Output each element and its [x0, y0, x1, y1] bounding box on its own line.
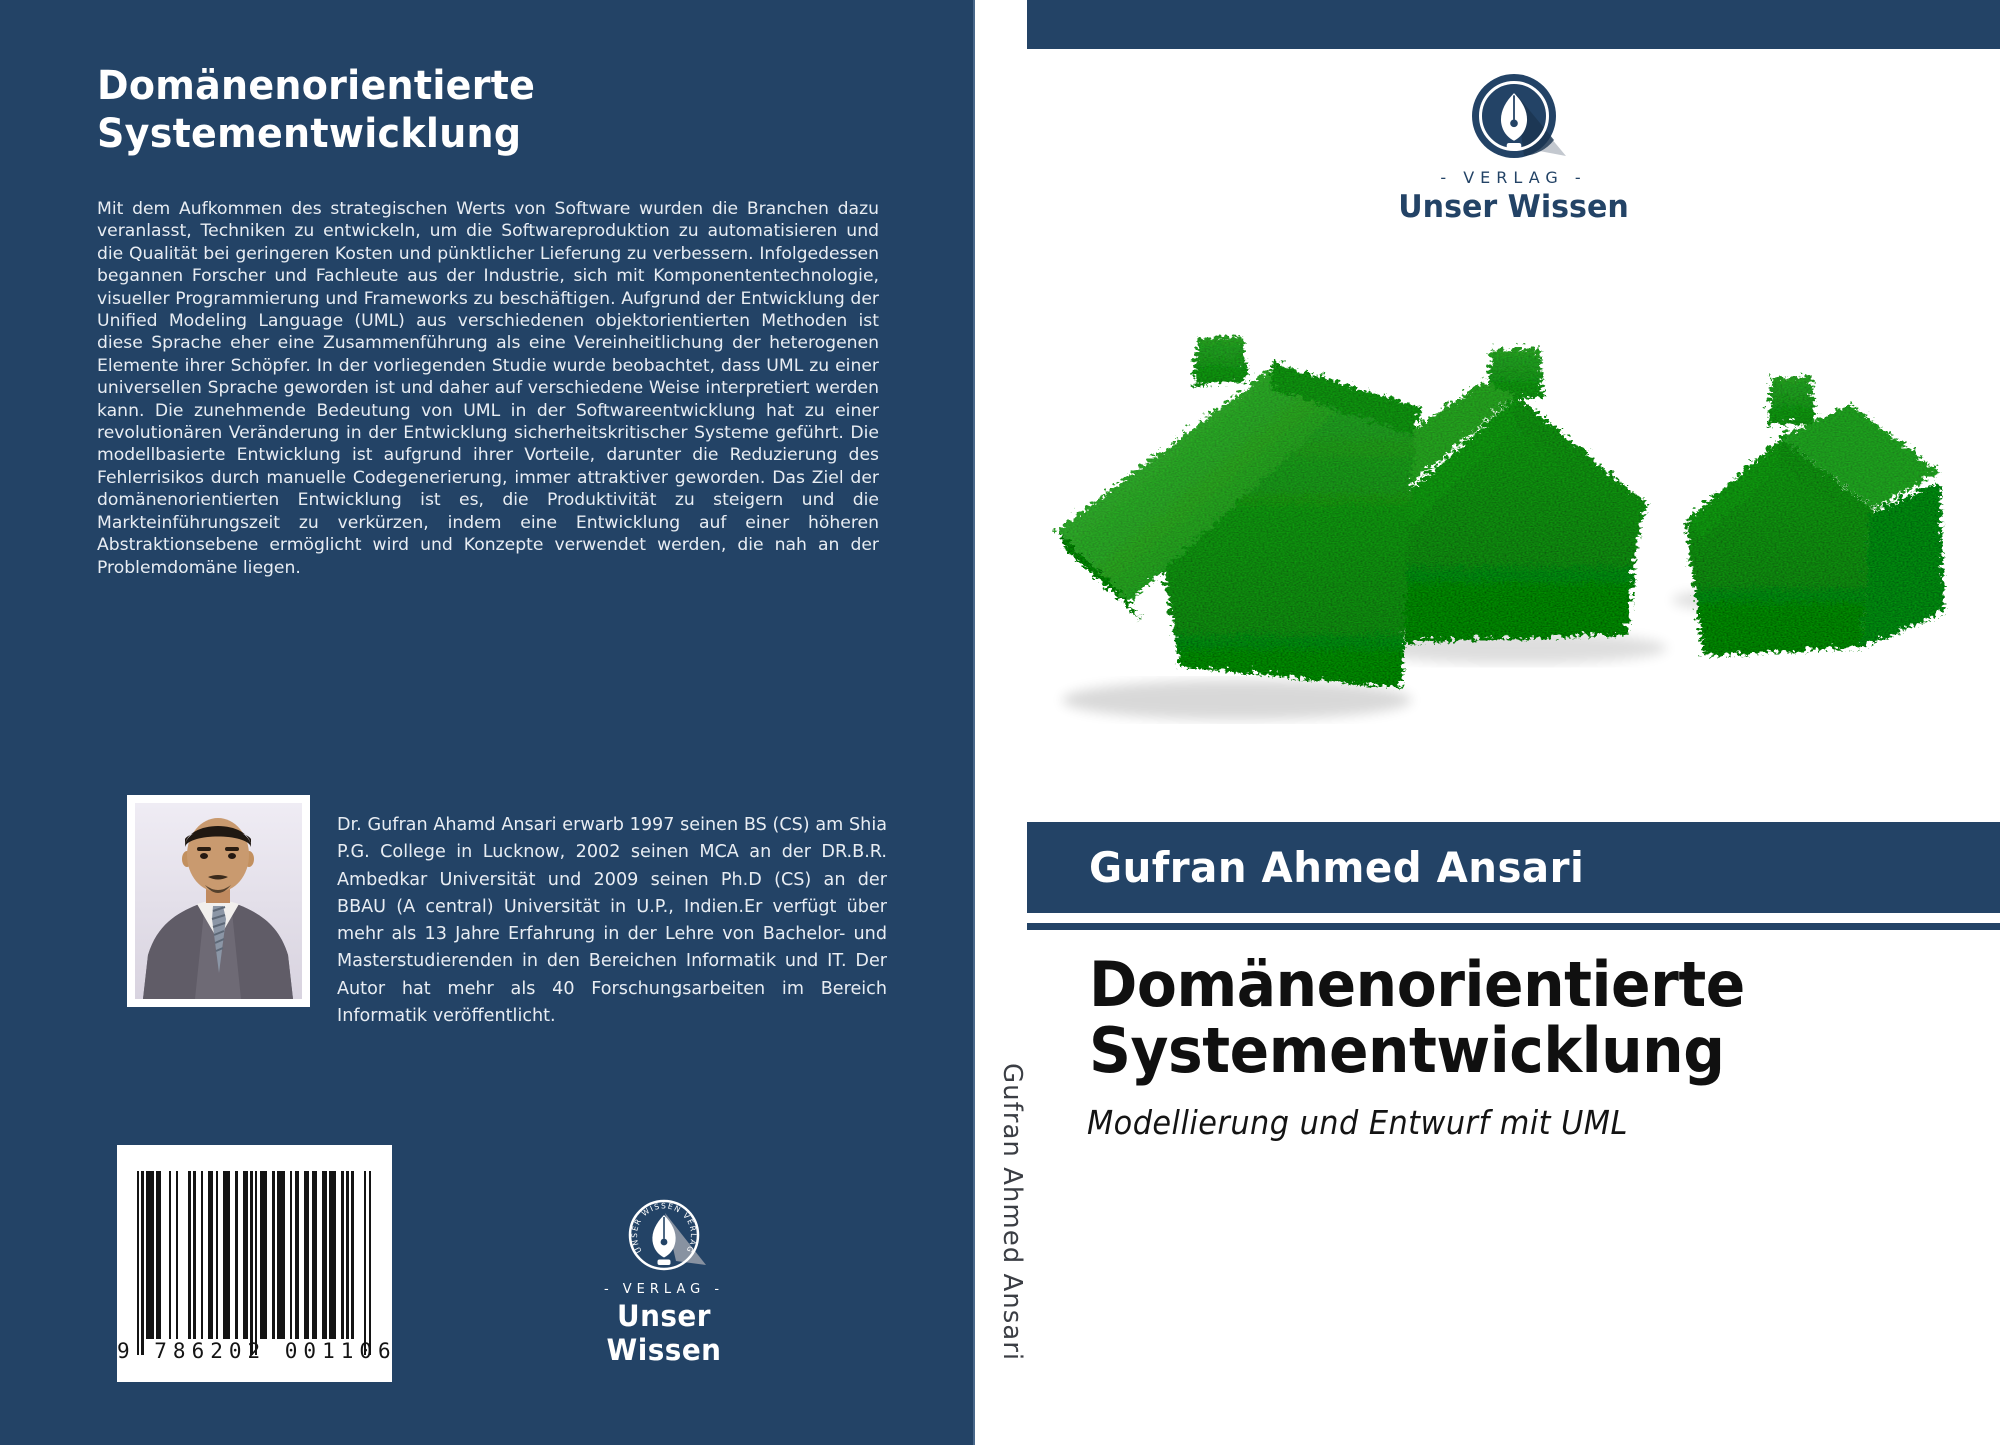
- back-cover: [0, 0, 973, 1445]
- publisher-wordmark-back: Unser Wissen: [606, 1299, 722, 1367]
- back-title-line1: Domänenorientierte: [97, 63, 536, 109]
- front-title: [1089, 948, 1745, 1087]
- front-title-line2: Systementwicklung: [1089, 1014, 1725, 1087]
- publisher-wordmark-front: Unser Wissen: [1398, 189, 1629, 225]
- verlag-line-back: - VERLAG -: [603, 1282, 725, 1297]
- verlag-line-front: - VERLAG -: [1440, 168, 1587, 187]
- grass-house-left: [1055, 333, 1419, 685]
- barcode-module: [369, 1171, 371, 1355]
- back-blurb: Mit dem Aufkommen des strategischen Werts von Software wurden die Branchen dazu veranlasst, Techniken zu entwickeln, um die Softwareproduktion zu automatisieren und die Qualität bei geringeren Kosten und pünktlicher Lieferung zu verbessern. Infolgedessen begannen Forscher und Fachleute aus der Industrie, sich mit Komponententechnologie, visueller Programmierung und Frameworks zu beschäftigen. Aufgrund der Entwicklung der Unified Modeling Language (UML) aus verschiedenen objektorientierten Methoden ist diese Sprache eher eine Zusammenführung als eine Vereinheitlichung der heterogenen Elemente ihrer Schöpfer. In der vorliegenden Studie wurde beobachtet, dass UML zu einer universellen Sprache geworden ist und daher auf verschiedene Weise interpretiert werden kann. Die zunehmende Bedeutung von UML in der Softwareentwicklung hat zu einer revolutionären Veränderung in der Entwicklung sicherheitskritischer Systeme geführt. Die modellbasierte Entwicklung ist aufgrund ihrer Vorteile, darunter die Reduzierung des Fehlerrisikos durch manuelle Codegenerierung, immer attraktiver geworden. Das Ziel der domänenorientierten Entwicklung ist es, die Produktivität zu steigern und die Markteinführungszeit zu verkürzen, indem eine Entwicklung auf einer höheren Abstraktionsebene ermöglicht wird und Konzepte verwendet werden, die nah an der Problemdomäne liegen.: [97, 199, 879, 578]
- back-title-line2: Systementwicklung: [97, 111, 522, 157]
- publisher-logo-back: [564, 1194, 764, 1367]
- front-subtitle: Modellierung und Entwurf mit UML: [1087, 1103, 1628, 1142]
- front-author-name: Gufran Ahmed Ansari: [1089, 843, 1585, 892]
- front-author-band: [1027, 822, 2000, 913]
- author-photo: [127, 795, 310, 1007]
- front-title-line1: Domänenorientierte: [1089, 948, 1745, 1021]
- barcode: [117, 1145, 397, 1382]
- barcode-number: 9 786202 001106: [117, 1339, 397, 1363]
- spine: [973, 0, 1027, 1445]
- author-bio: Dr. Gufran Ahamd Ansari erwarb 1997 seinen BS (CS) am Shia P.G. College in Lucknow, 2002 seinen MCA an der DR.B.R. Ambedkar Universität und 2009 seinen Ph.D (CS) an der BBAU (A central) Universität in U.P., Indien.Er verfügt über mehr als 13 Jahre Erfahrung in der Lehre von Bachelor- und Masterstudierenden in den Bereichen Informatik und IT. Der Autor hat mehr als 40 Forschungsarbeiten im Bereich Informatik veröffentlicht.: [337, 815, 887, 1027]
- publisher-logo-front: [1027, 70, 2000, 225]
- grass-houses-illustration: [1027, 240, 2000, 822]
- logo-ring-text: UNSER WISSEN VERLAG: [629, 1201, 699, 1256]
- front-divider-rule: [1027, 923, 2000, 930]
- barcode-bars: [137, 1171, 373, 1355]
- publisher-emblem-back: [564, 1194, 764, 1274]
- back-title: [97, 62, 535, 158]
- grass-house-right: [1683, 373, 1942, 653]
- front-top-bar: [1027, 0, 2000, 49]
- front-cover: [1027, 0, 2000, 1445]
- spine-author: Gufran Ahmed Ansari: [997, 1063, 1027, 1362]
- author-photo-illustration: [135, 803, 302, 999]
- publisher-emblem-front: [1419, 70, 1609, 162]
